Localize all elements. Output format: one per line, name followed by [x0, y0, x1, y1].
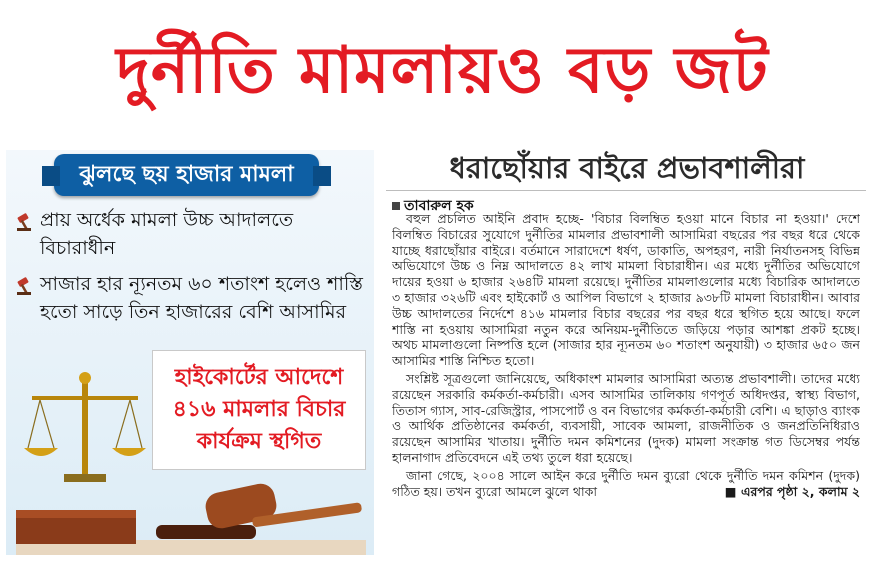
article-paragraph-text: জানা গেছে, ২০০৪ সালে আইন করে দুর্নীতি দমন ব্যুরো থেকে দুর্নীতি দমন কমিশন (দুদক) গঠিত হয়। তখন ব্যুরো আমলে ঝুলে থাকা: [392, 467, 860, 499]
headline: দুর্নীতি মামলায়ও বড় জট: [116, 33, 769, 108]
gavel-bullet-icon: [16, 276, 36, 296]
byline-square-icon: [392, 202, 400, 210]
gavel-icon: [16, 470, 366, 555]
callout-box: হাইকোর্টের আদেশে ৪১৬ মামলার বিচার কার্যক্রম স্থগিত: [152, 350, 366, 470]
continuation-link[interactable]: ■ এরপর পৃষ্ঠা ২, কলাম ২: [724, 483, 860, 499]
article-paragraph: [392, 468, 860, 500]
sidebar-ribbon: ঝুলছে ছয় হাজার মামলা: [54, 154, 319, 196]
sidebar-point-1: প্রায় অর্ধেক মামলা উচ্চ আদালতে বিচারাধীন: [40, 209, 294, 259]
article-paragraph: সংশ্লিষ্ট সূত্রগুলো জানিয়েছে, অধিকাংশ মামলার আসামিরা অত্যন্ত প্রভাবশালী। তাদের মধ্যে রয়েছেন সরকারি কর্মকর্তা-কর্মচারী। এসব আসামির তালিকায় গণপূর্ত অধিদপ্তর, স্বাস্থ্য বিভাগ, তিতাস গ্যাস, সাব-রেজিস্ট্রার, পাসপোর্ট ও বন বিভাগের কর্মকর্তা-কর্মচারী বেশি। এ ছাড়াও ব্যাংক ও আর্থিক প্রতিষ্ঠানের কর্মকর্তা, ব্যবসায়ী, সাবেক আমলা, রাজনীতিক ও জনপ্রতিনিধিরাও রয়েছেন আসামির খাতায়। দুর্নীতি দমন কমিশনের (দুদক) মামলা সংক্রান্ত গত ডিসেম্বর পর্যন্ত হালনাগাদ প্রতিবেদনে এই তথ্য তুলে ধরা হয়েছে।: [392, 370, 860, 465]
article-paragraph: বহুল প্রচলিত আইনি প্রবাদ হচ্ছে- 'বিচার বিলম্বিত হওয়া মানে বিচার না হওয়া।' দেশে বিলম্বিত বিচারের সুযোগে দুর্নীতির মামলার প্রভাবশালী আসামিরা বছরের পর বছর ধরে থেকে যাচ্ছে ধরাছোঁয়ার বাইরে। বর্তমানে সারাদেশে ধর্ষণ, ডাকাতি, অপহরণ, নারী নির্যাতনসহ বিভিন্ন অভিযোগে উচ্চ ও নিম্ন আদালতে ৪২ লাখ মামলা বিচারাধীন। এর মধ্যে দুর্নীতির অভিযোগে দায়ের হওয়া ৬ হাজার ২৬৪টি মামলা রয়েছে। দুর্নীতির মামলাগুলোর মধ্যে বিচারিক আদালতে ৩ হাজার ৩২৬টি এবং হাইকোর্ট ও আপিল বিভাগে ২ হাজার ৯৩৮টি মামলা বিচারাধীন। আবার উচ্চ আদালতের নির্দেশে ৪১৬ মামলার বিচার বছরের পর বছর ধরে স্থগিত হয়ে আছে। ফলে শাস্তি না হওয়ায় আসামিরা নতুন করে অনিয়ম-দুর্নীতিতে জড়িয়ে পড়ার আশঙ্কা প্রকট হচ্ছে। অথচ মামলাগুলো নিষ্পত্তি হলে (সাজার হার ন্যূনতম ৬০ শতাংশ অনুযায়ী) ৩ হাজার ৬৫০ জন আসামির শাস্তি নিশ্চিত হতো।: [392, 211, 860, 369]
divider: [386, 190, 866, 191]
byline-name: তাবারুল হক: [404, 198, 474, 214]
article-subhead: ধরাছোঁয়ার বাইরে প্রভাবশালীরা: [449, 150, 805, 185]
sidebar-point-2: সাজার হার ন্যূনতম ৬০ শতাংশ হলেও শাস্তি হতো সাড়ে তিন হাজারের বেশি আসামির: [40, 273, 363, 323]
gavel-bullet-icon: [16, 212, 36, 232]
sidebar-panel: [6, 150, 374, 555]
article-body: [392, 211, 860, 551]
